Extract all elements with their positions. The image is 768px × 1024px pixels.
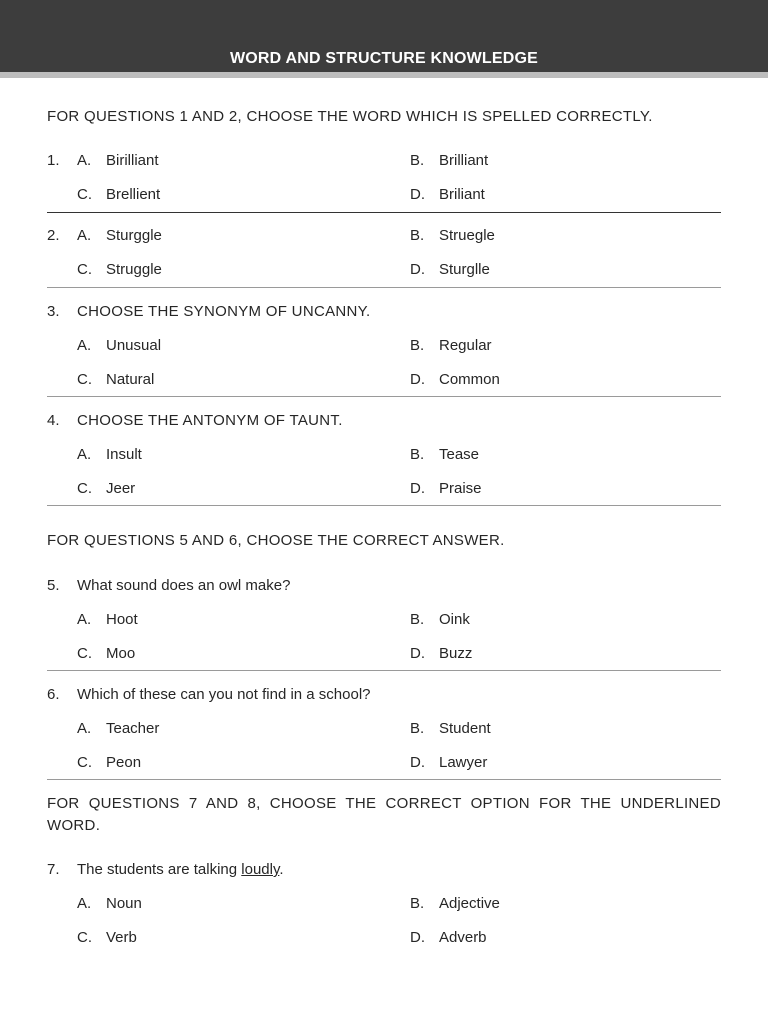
option-letter: A. <box>77 895 92 912</box>
option-letter: B. <box>410 611 425 628</box>
underlined-word: loudly <box>241 861 280 878</box>
question-prompt: CHOOSE THE ANTONYM OF TAUNT. <box>77 412 343 429</box>
option-letter: A. <box>77 611 92 628</box>
option-letter: B. <box>410 337 425 354</box>
option-text[interactable]: Adjective <box>439 895 500 912</box>
option-letter: D. <box>410 261 425 278</box>
question-prompt: Which of these can you not find in a school? <box>77 686 371 703</box>
option-text[interactable]: Regular <box>439 337 492 354</box>
option-text[interactable]: Sturglle <box>439 261 490 278</box>
option-text[interactable]: Insult <box>106 446 142 463</box>
option-letter: C. <box>77 261 92 278</box>
option-text[interactable]: Sturggle <box>106 227 162 244</box>
page-title: WORD AND STRUCTURE KNOWLEDGE <box>229 50 539 67</box>
question-prompt: What sound does an owl make? <box>77 577 291 594</box>
option-letter: B. <box>410 895 425 912</box>
option-letter: C. <box>77 929 92 946</box>
prompt-text: . <box>279 861 284 878</box>
option-letter: D. <box>410 186 425 203</box>
option-letter: D. <box>410 754 425 771</box>
option-text[interactable]: Tease <box>439 446 480 463</box>
option-text[interactable]: Oink <box>439 611 470 628</box>
option-text[interactable]: Noun <box>106 895 142 912</box>
divider <box>47 287 721 288</box>
option-letter: A. <box>77 337 92 354</box>
divider <box>47 670 721 671</box>
question-number: 4. <box>47 412 60 429</box>
option-text[interactable]: Lawyer <box>439 754 488 771</box>
option-text[interactable]: Birilliant <box>106 152 159 169</box>
divider <box>47 779 721 780</box>
option-text[interactable]: Peon <box>106 754 142 771</box>
page-header <box>0 0 768 78</box>
option-text[interactable]: Teacher <box>106 720 160 737</box>
option-letter: C. <box>77 371 92 388</box>
section-instruction: FOR QUESTIONS 7 AND 8, CHOOSE THE CORRECT OPTION FOR THE UNDERLINED WORD. <box>47 795 721 834</box>
option-text[interactable]: Moo <box>106 645 136 662</box>
option-letter: A. <box>77 227 92 244</box>
option-text[interactable]: Briliant <box>439 186 485 203</box>
section-instruction: FOR QUESTIONS 5 AND 6, CHOOSE THE CORRECT ANSWER. <box>47 532 505 549</box>
option-letter: D. <box>410 371 425 388</box>
option-letter: D. <box>410 929 425 946</box>
section-instruction: FOR QUESTIONS 1 AND 2, CHOOSE THE WORD WHICH IS SPELLED CORRECTLY. <box>47 108 653 125</box>
option-text[interactable]: Brilliant <box>439 152 489 169</box>
option-text[interactable]: Common <box>439 371 500 388</box>
question-number: 7. <box>47 861 60 878</box>
option-letter: A. <box>77 152 92 169</box>
divider <box>47 212 721 213</box>
prompt-text: The students are talking <box>77 861 242 878</box>
question-number: 6. <box>47 686 60 703</box>
divider <box>47 505 721 506</box>
option-text[interactable]: Struegle <box>439 227 495 244</box>
option-letter: B. <box>410 227 425 244</box>
option-text[interactable]: Struggle <box>106 261 162 278</box>
option-letter: C. <box>77 645 92 662</box>
option-letter: B. <box>410 152 425 169</box>
option-text[interactable]: Hoot <box>106 611 138 628</box>
option-text[interactable]: Praise <box>439 480 482 497</box>
option-letter: C. <box>77 754 92 771</box>
option-text[interactable]: Brellient <box>106 186 161 203</box>
question-number: 5. <box>47 577 60 594</box>
question-number: 3. <box>47 303 60 320</box>
option-text[interactable]: Student <box>439 720 491 737</box>
option-letter: C. <box>77 186 92 203</box>
option-letter: C. <box>77 480 92 497</box>
option-text[interactable]: Jeer <box>106 480 136 497</box>
option-letter: D. <box>410 480 425 497</box>
question-number: 1. <box>47 152 60 169</box>
option-text[interactable]: Buzz <box>439 645 473 662</box>
option-letter: A. <box>77 446 92 463</box>
option-text[interactable]: Adverb <box>439 929 487 946</box>
option-text[interactable]: Unusual <box>106 337 162 354</box>
option-text[interactable]: Natural <box>106 371 155 388</box>
option-letter: D. <box>410 645 425 662</box>
question-prompt <box>77 861 284 879</box>
option-text[interactable]: Verb <box>106 929 137 946</box>
option-letter: B. <box>410 720 425 737</box>
question-prompt: CHOOSE THE SYNONYM OF UNCANNY. <box>77 303 371 320</box>
option-letter: B. <box>410 446 425 463</box>
divider <box>47 396 721 397</box>
option-letter: A. <box>77 720 92 737</box>
question-number: 2. <box>47 227 60 244</box>
